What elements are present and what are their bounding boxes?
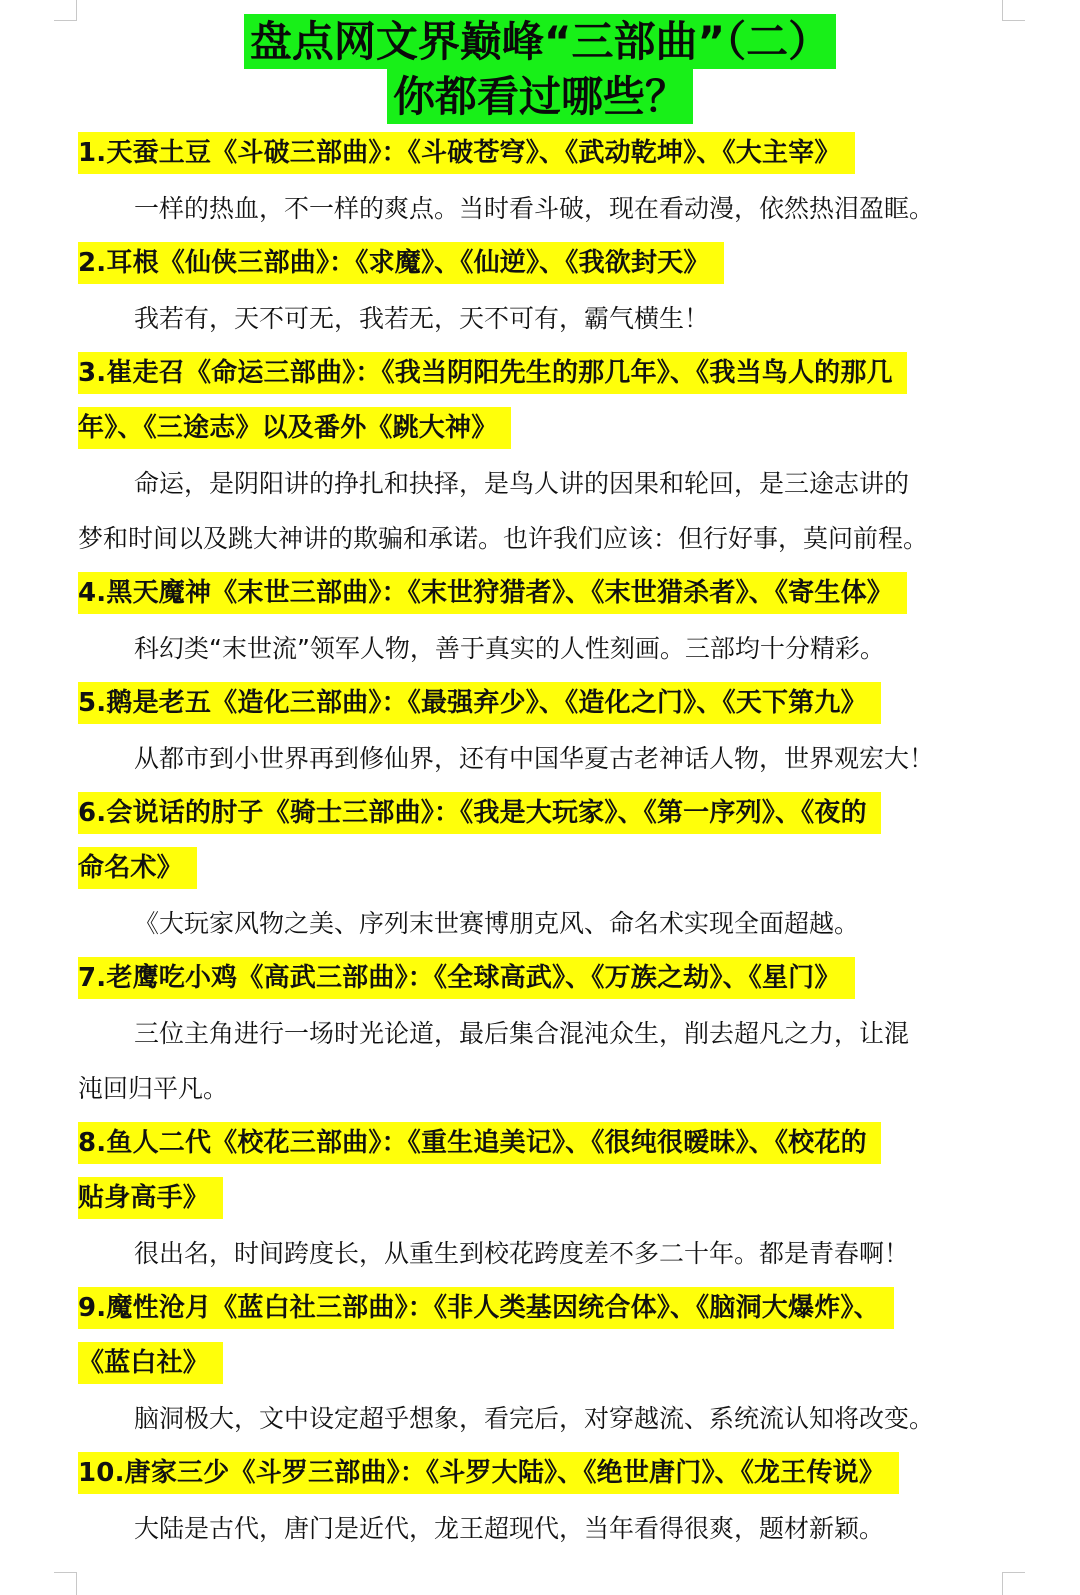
list-item	[78, 126, 988, 236]
title-line-1: 盘点网文界巅峰“三部曲”（二）	[244, 14, 836, 69]
entry-heading	[78, 1336, 988, 1391]
entry-heading-text: 5.鹅是老五《造化三部曲》：《最强弃少》、《造化之门》、《天下第九》	[78, 682, 881, 724]
entry-description: 《大玩家风物之美、序列末世赛博朋克风、命名术实现全面超越。	[134, 909, 860, 938]
list-item	[78, 1281, 988, 1446]
entry-description: 三位主角进行一场时光论道，最后集合混沌众生，削去超凡之力，让混	[134, 1019, 910, 1048]
list-item	[78, 1446, 988, 1556]
entry-heading-text: 4.黑天魔神《末世三部曲》：《末世狩猎者》、《末世猎杀者》、《寄生体》	[78, 572, 907, 614]
entry-heading-text: 年》、《三途志》以及番外《跳大神》	[78, 407, 511, 449]
entry-description: 梦和时间以及跳大神讲的欺骗和承诺。也许我们应该：但行好事，莫问前程。	[78, 524, 929, 553]
list-item	[78, 951, 988, 1116]
entry-heading	[78, 126, 988, 181]
entry-heading	[78, 566, 988, 621]
entry-heading-text: 命名术》	[78, 847, 197, 889]
entry-heading-text: 9.魔性沧月《蓝白社三部曲》：《非人类基因统合体》、《脑洞大爆炸》、	[78, 1287, 894, 1329]
entry-heading	[78, 401, 988, 456]
entry-heading-text: 贴身高手》	[78, 1177, 223, 1219]
entry-description: 从都市到小世界再到修仙界，还有中国华夏古老神话人物，世界观宏大！	[134, 744, 935, 773]
page-title	[0, 14, 1080, 124]
title-line-2: 你都看过哪些？	[387, 69, 693, 124]
entry-heading	[78, 236, 988, 291]
entry-description: 脑洞极大，文中设定超乎想象，看完后，对穿越流、系统流认知将改变。	[134, 1404, 935, 1433]
entry-heading-text: 7.老鹰吃小鸡《高武三部曲》：《全球高武》、《万族之劫》、《星门》	[78, 957, 855, 999]
entry-heading-text: 3.崔走召《命运三部曲》：《我当阴阳先生的那几年》、《我当鸟人的那几	[78, 352, 907, 394]
list-item	[78, 676, 988, 786]
list-item	[78, 1116, 988, 1281]
entry-description: 一样的热血，不一样的爽点。当时看斗破，现在看动漫，依然热泪盈眶。	[134, 194, 935, 223]
entry-heading	[78, 1116, 988, 1171]
entry-heading-text: 8.鱼人二代《校花三部曲》：《重生追美记》、《很纯很暧昧》、《校花的	[78, 1122, 881, 1164]
entry-heading	[78, 346, 988, 401]
entry-heading-text: 《蓝白社》	[78, 1342, 223, 1384]
entry-description: 沌回归平凡。	[78, 1074, 229, 1103]
list-item	[78, 566, 988, 676]
trilogy-list	[78, 126, 988, 1556]
entry-heading-text: 1.天蚕土豆《斗破三部曲》：《斗破苍穹》、《武动乾坤》、《大主宰》	[78, 132, 855, 174]
entry-description: 我若有，天不可无，我若无，天不可有，霸气横生！	[134, 304, 710, 333]
entry-heading	[78, 676, 988, 731]
list-item	[78, 346, 988, 566]
entry-heading	[78, 786, 988, 841]
entry-heading-text: 2.耳根《仙侠三部曲》：《求魔》、《仙逆》、《我欲封天》	[78, 242, 724, 284]
list-item	[78, 786, 988, 951]
entry-description: 命运，是阴阳讲的挣扎和抉择，是鸟人讲的因果和轮回，是三途志讲的	[134, 469, 910, 498]
entry-heading	[78, 841, 988, 896]
list-item	[78, 236, 988, 346]
entry-heading	[78, 1281, 988, 1336]
entry-description: 科幻类“末世流”领军人物，善于真实的人性刻画。三部均十分精彩。	[134, 634, 885, 663]
entry-description: 很出名，时间跨度长，从重生到校花跨度差不多二十年。都是青春啊！	[134, 1239, 910, 1268]
entry-heading	[78, 1446, 988, 1501]
entry-description: 大陆是古代，唐门是近代，龙王超现代，当年看得很爽，题材新颖。	[134, 1514, 885, 1543]
entry-heading	[78, 1171, 988, 1226]
entry-heading-text: 10.唐家三少《斗罗三部曲》：《斗罗大陆》、《绝世唐门》、《龙王传说》	[78, 1452, 899, 1494]
entry-heading-text: 6.会说话的肘子《骑士三部曲》：《我是大玩家》、《第一序列》、《夜的	[78, 792, 881, 834]
entry-heading	[78, 951, 988, 1006]
